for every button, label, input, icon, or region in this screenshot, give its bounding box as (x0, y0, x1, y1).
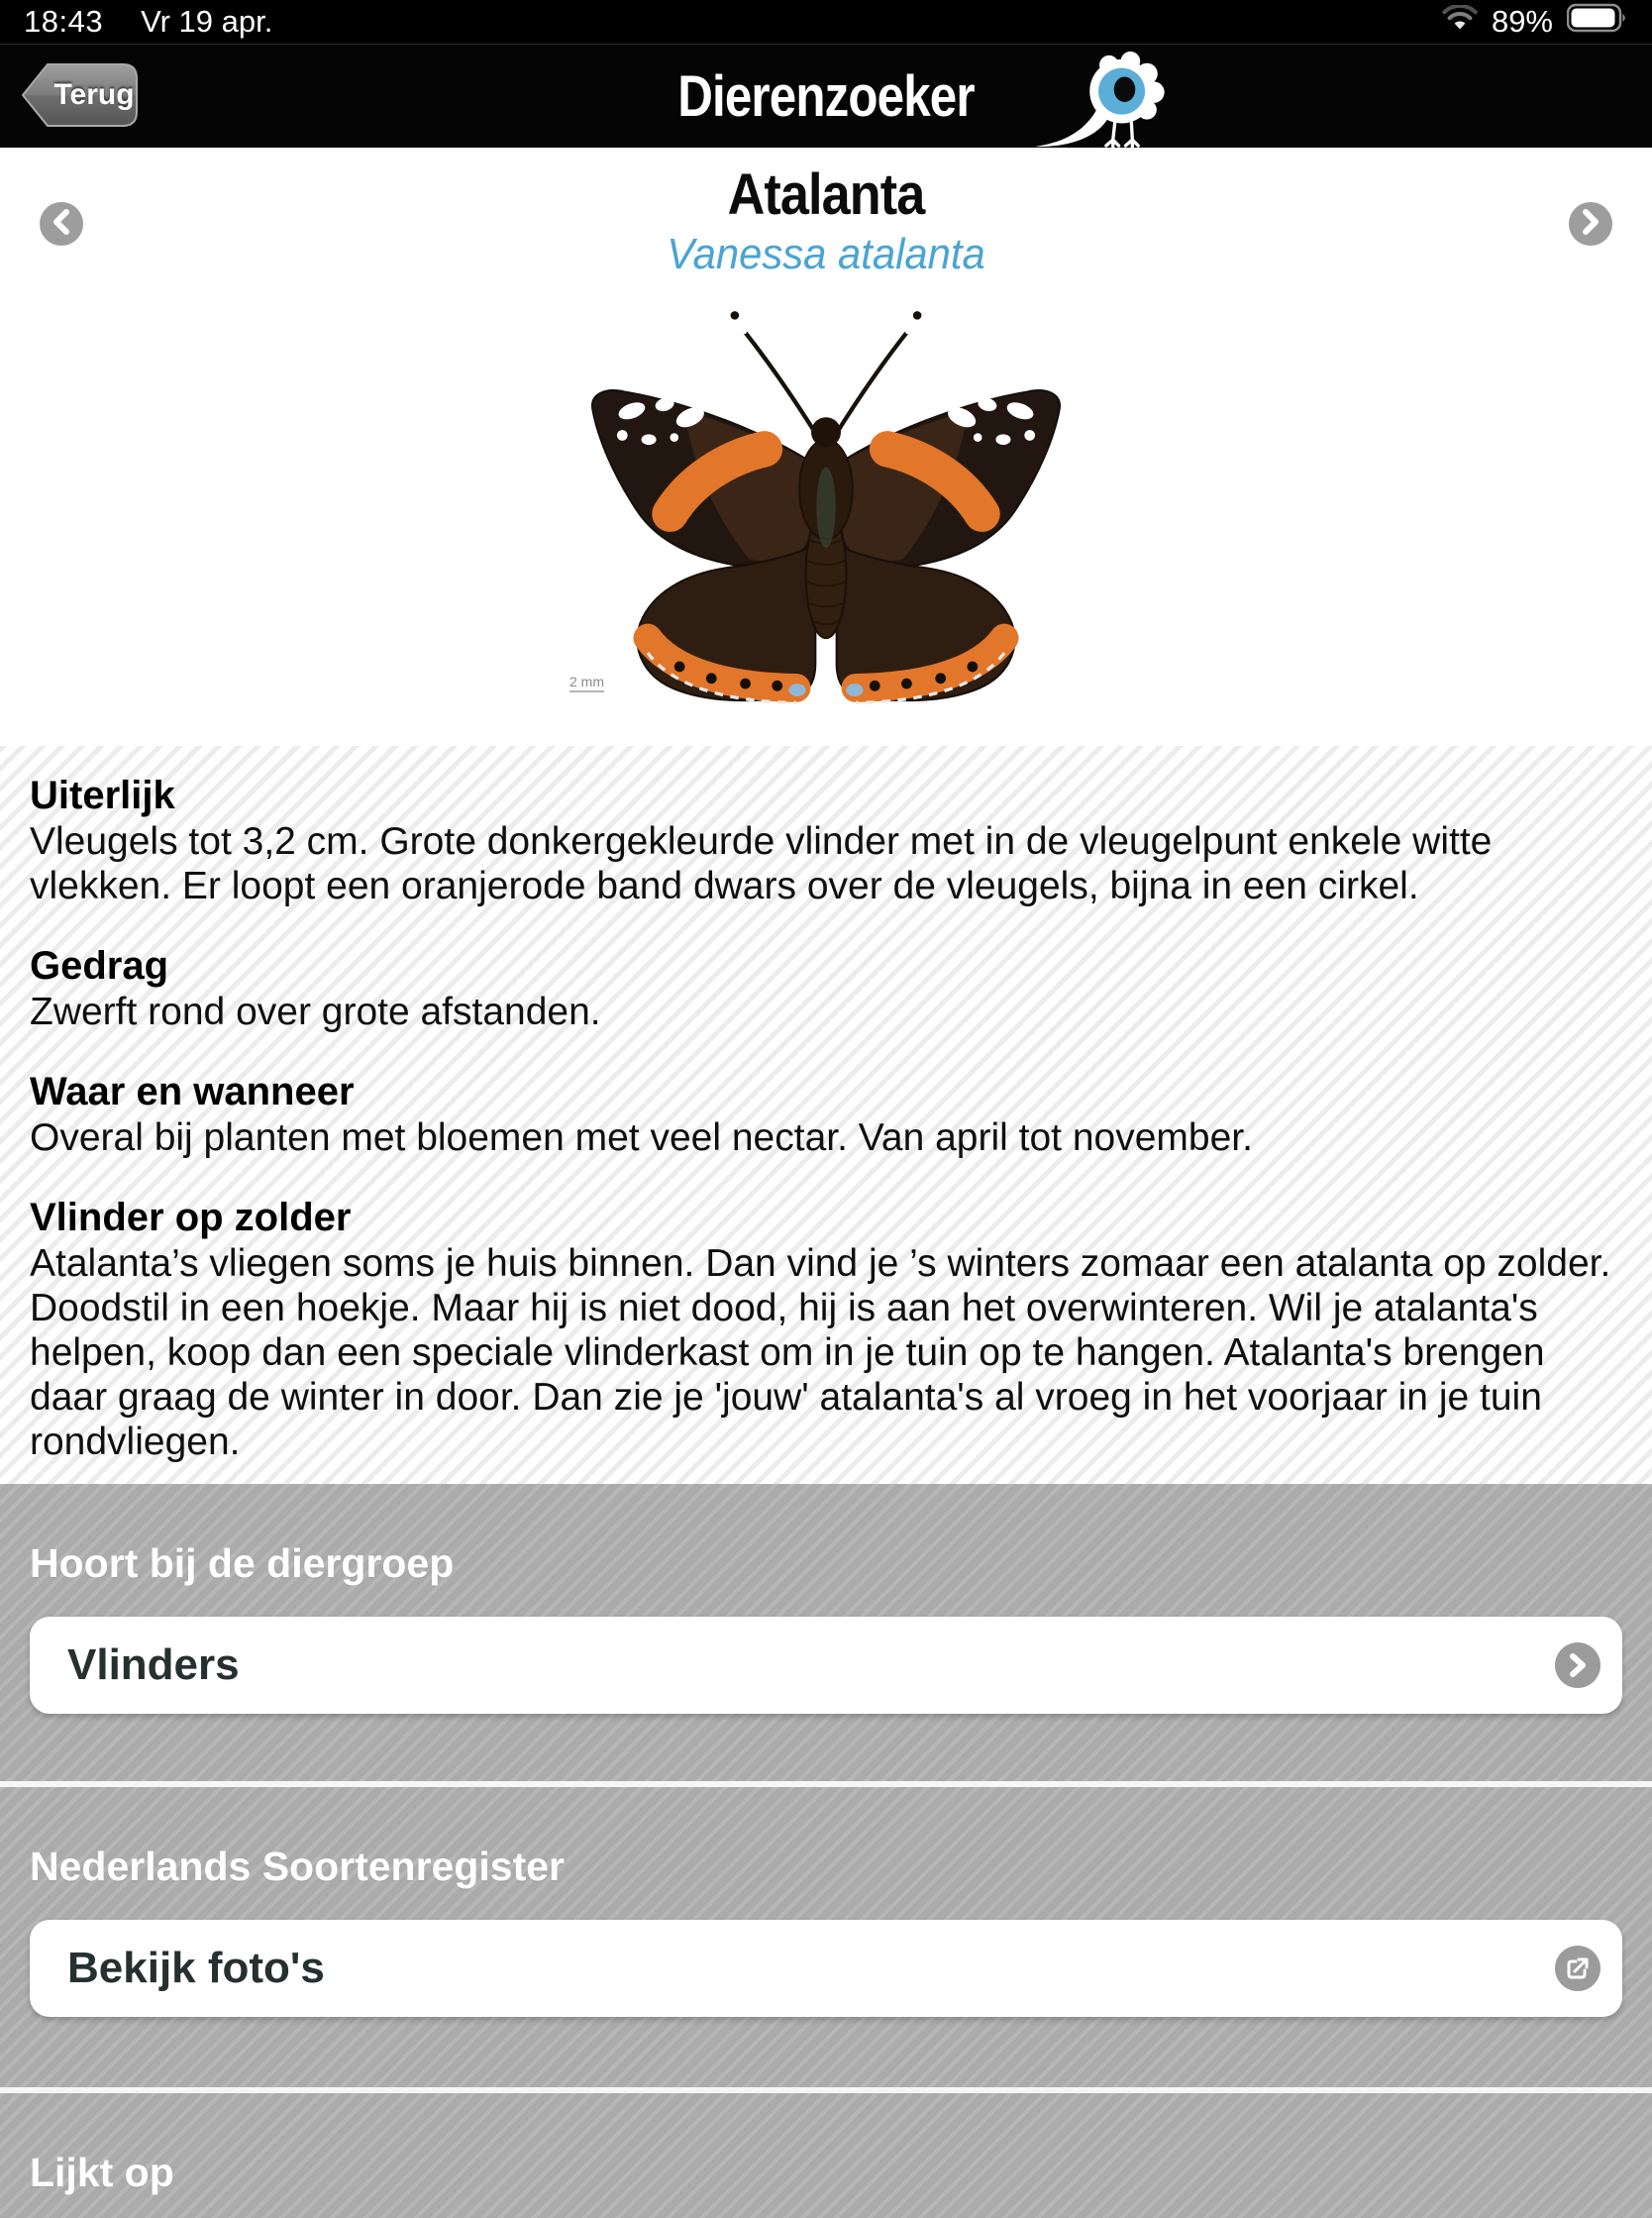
section-heading-gedrag: Gedrag (30, 944, 169, 988)
section-body-uiterlijk: Vleugels tot 3,2 cm. Grote donkergekleurde vlinder met in de vleugelpunt enkele witte vlekken. Er loopt een oranjerode band dwars over de vleugels, bijna in een cirkel. (30, 820, 1493, 907)
external-link-icon (1555, 1946, 1600, 1991)
vlinders-button-label: Vlinders (67, 1640, 240, 1689)
section-heading-vlinder-op-zolder: Vlinder op zolder (30, 1196, 352, 1239)
vlinders-button[interactable] (30, 1617, 1622, 1714)
animal-group-panel (0, 1484, 1652, 1781)
species-illustration (0, 300, 1652, 746)
page-title: Atalanta (727, 162, 925, 227)
next-species-button[interactable] (1569, 202, 1612, 246)
chevron-left-icon (51, 208, 72, 241)
butterfly-illustration (529, 300, 1123, 736)
bekijk-fotos-button[interactable] (30, 1920, 1622, 2017)
soortenregister-panel (0, 1787, 1652, 2087)
species-header (0, 161, 1652, 300)
species-latin-name: Vanessa atalanta (667, 230, 985, 278)
navigation-bar (0, 44, 1652, 148)
lijkt-op-panel (0, 2093, 1652, 2218)
dierenzoeker-bird-eye-logo-icon (1032, 51, 1169, 153)
panel-heading-soortenregister: Nederlands Soortenregister (30, 1844, 565, 1889)
panel-heading-diergroep: Hoort bij de diergroep (30, 1540, 455, 1586)
app-title: Dierenzoeker (677, 63, 975, 129)
section-body-waar-en-wanneer: Overal bij planten met bloemen met veel nectar. Van april tot november. (30, 1116, 1253, 1159)
wifi-icon (1442, 4, 1478, 40)
chevron-right-icon (1580, 208, 1601, 241)
status-date: Vr 19 apr. (141, 4, 273, 39)
clock: 18:43 (24, 4, 104, 39)
species-description (0, 746, 1652, 1484)
battery-icon (1567, 3, 1628, 41)
status-bar (0, 0, 1652, 44)
previous-species-button[interactable] (40, 202, 83, 246)
chevron-right-icon (1555, 1642, 1600, 1688)
bekijk-fotos-button-label: Bekijk foto's (67, 1944, 325, 1992)
scale-marker: 2 mm (569, 675, 604, 692)
section-heading-uiterlijk: Uiterlijk (30, 774, 175, 817)
back-button-label: Terug (53, 78, 135, 111)
section-body-vlinder-op-zolder: Atalanta’s vliegen soms je huis binnen. Dan vind je ’s winters zomaar een atalanta op zolder. Doodstil in een hoekje. Maar hij is niet dood, hij is aan het overwinteren. Wil je atalanta's helpen, koop dan een speciale vlinderkast om in je tuin op te hangen. Atalanta's brengen daar graag de winter in door. Dan zie je 'jouw' atalanta's al vroeg in het voorjaar in je tuin rondvliegen. (30, 1242, 1611, 1463)
panel-heading-lijkt-op: Lijkt op (30, 2150, 174, 2195)
battery-percent: 89% (1491, 4, 1553, 39)
section-body-gedrag: Zwerft rond over grote afstanden. (30, 991, 601, 1033)
section-heading-waar-en-wanneer: Waar en wanneer (30, 1070, 355, 1113)
